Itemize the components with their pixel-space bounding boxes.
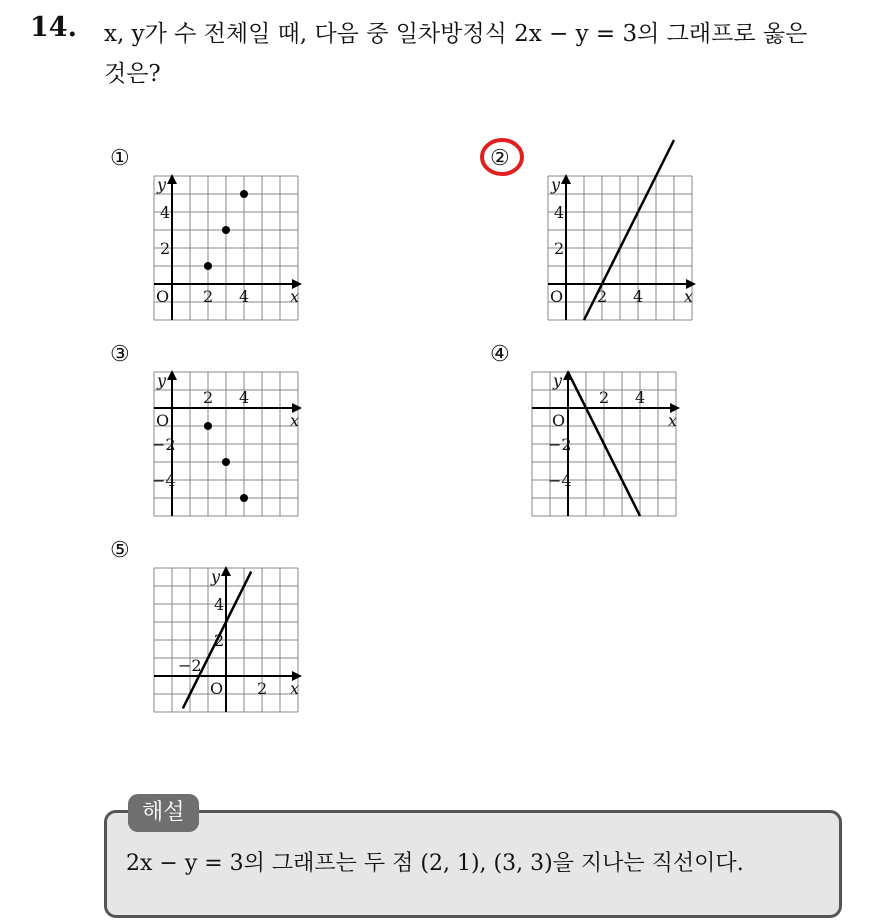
x-tick-label: −2 xyxy=(178,656,202,675)
origin-label: O xyxy=(552,411,566,430)
question-number: 14. xyxy=(30,12,77,43)
x-tick-label: 2 xyxy=(257,679,268,698)
y-tick-label: 2 xyxy=(554,239,565,258)
choice-label-1[interactable]: ① xyxy=(110,146,130,171)
choice-label-5[interactable]: ⑤ xyxy=(110,538,130,563)
data-point xyxy=(204,422,212,430)
origin-label: O xyxy=(156,287,170,306)
data-point xyxy=(222,226,230,234)
origin-label: O xyxy=(550,287,564,306)
graph-choice-3 xyxy=(150,372,298,520)
solution-tag: 해설 xyxy=(128,794,199,832)
y-tick-label: 2 xyxy=(214,631,225,650)
y-tick-label: 4 xyxy=(214,595,225,614)
y-axis-label: y xyxy=(157,371,167,390)
x-axis-label: x xyxy=(290,287,300,306)
x-tick-label: 4 xyxy=(635,388,646,407)
y-tick-label: 4 xyxy=(160,203,171,222)
x-tick-label: 4 xyxy=(239,388,250,407)
y-axis-label: y xyxy=(553,371,563,390)
y-axis-label: y xyxy=(551,175,561,194)
choice-label-2[interactable]: ② xyxy=(490,146,510,171)
x-axis-label: x xyxy=(668,411,678,430)
x-axis-label: x xyxy=(684,287,694,306)
y-tick-label: −2 xyxy=(152,435,176,454)
y-tick-label: 2 xyxy=(160,239,171,258)
y-axis-label: y xyxy=(211,567,221,586)
choice-label-3[interactable]: ③ xyxy=(110,342,130,367)
origin-label: O xyxy=(156,411,170,430)
y-tick-label: −4 xyxy=(152,471,176,490)
y-tick-label: −4 xyxy=(548,471,572,490)
y-tick-label: −2 xyxy=(548,435,572,454)
solution-text: 2x − y = 3의 그래프는 두 점 (2, 1), (3, 3)을 지나는 직선이다. xyxy=(126,851,744,876)
x-tick-label: 2 xyxy=(599,388,610,407)
data-point xyxy=(240,494,248,502)
data-point xyxy=(222,458,230,466)
data-point xyxy=(240,190,248,198)
x-axis-label: x xyxy=(290,411,300,430)
data-point xyxy=(204,262,212,270)
x-tick-label: 4 xyxy=(633,287,644,306)
y-tick-label: 4 xyxy=(554,203,565,222)
graph-choice-2 xyxy=(544,176,692,324)
origin-label: O xyxy=(210,679,224,698)
x-tick-label: 4 xyxy=(239,287,250,306)
x-tick-label: 2 xyxy=(597,287,608,306)
question-line-2: 것은? xyxy=(104,61,161,87)
x-tick-label: 2 xyxy=(203,287,214,306)
graph-choice-5 xyxy=(150,568,298,716)
choice-label-4[interactable]: ④ xyxy=(490,342,510,367)
x-tick-label: 2 xyxy=(203,388,214,407)
answer-mark-circle xyxy=(478,136,526,178)
x-axis-label: x xyxy=(290,679,300,698)
graph-choice-1 xyxy=(150,176,298,324)
graph-choice-4 xyxy=(528,372,676,520)
question-line-1: x, y가 수 전체일 때, 다음 중 일차방정식 2x − y = 3의 그래프로 옳은 xyxy=(104,21,808,47)
question-text xyxy=(104,14,864,94)
y-axis-label: y xyxy=(157,175,167,194)
